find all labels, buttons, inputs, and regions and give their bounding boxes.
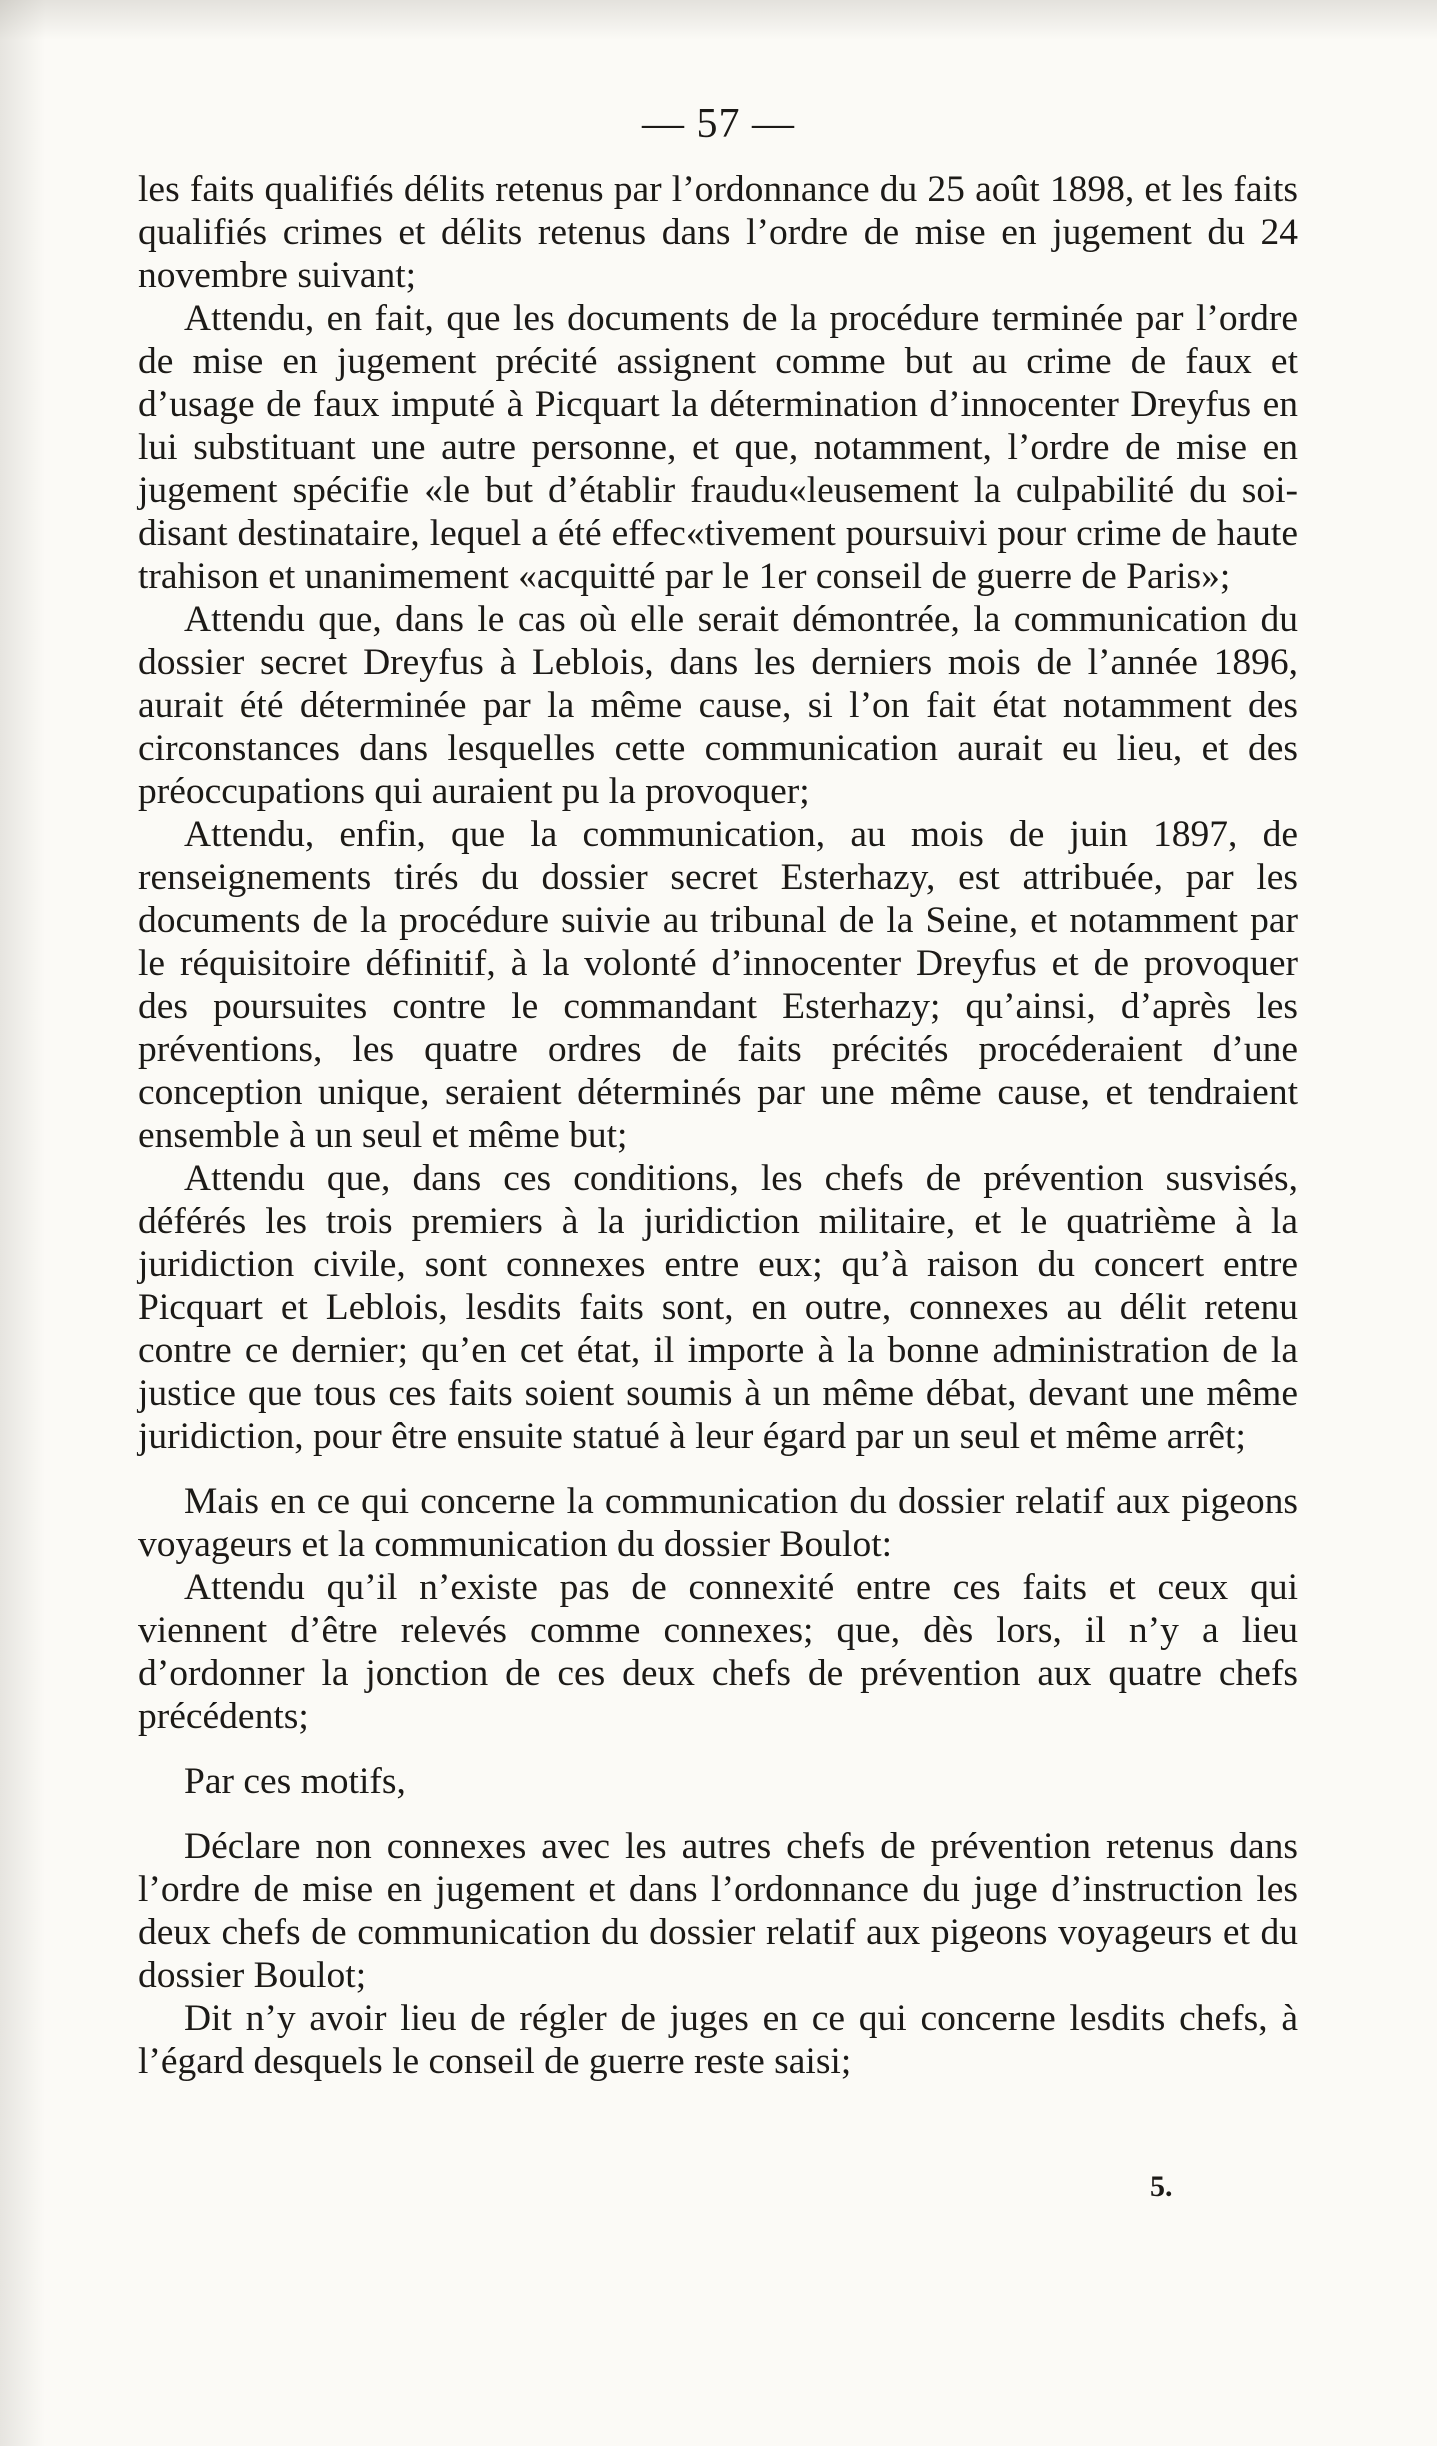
scan-shadow-left [0, 0, 45, 2446]
paragraph-2: Attendu, en fait, que les documents de la procédure terminée par l’ordre de mise en jugement précité assignent comme but au crime de faux et d’usage de faux imputé à Picquart la détermination d’innocenter Dreyfus en lui substituant une autre personne, et que, notamment, l’ordre de mise en jugement spécifie «le but d’établir fraudu«leusement la culpabilité du soi-disant destinataire, lequel a été effec«tivement poursuivi pour crime de haute trahison et unanimement «acquitté par le 1er conseil de guerre de Paris»; [138, 298, 1298, 597]
paragraph-3: Attendu que, dans le cas où elle serait démontrée, la communication du dossier secret Dreyfus à Leblois, dans les derniers mois de l’année 1896, aurait été déterminée par la même cause, si l’on fait état notamment des circonstances dans lesquelles cette communication aurait eu lieu, et des préoccupations qui auraient pu la provoquer; [138, 599, 1298, 812]
paragraph-9: Déclare non connexes avec les autres chefs de prévention retenus dans l’ordre de mise en jugement et dans l’ordonnance du juge d’instruction les deux chefs de communication du dossier relatif aux pigeons voyageurs et du dossier Boulot; [138, 1826, 1298, 1996]
paragraph-1: les faits qualifiés délits retenus par l’ordonnance du 25 août 1898, et les faits qualifiés crimes et délits retenus dans l’ordre de mise en jugement du 24 novembre suivant; [138, 169, 1298, 296]
paragraph-4: Attendu, enfin, que la communication, au mois de juin 1897, de renseignements tirés du dossier secret Esterhazy, est attribuée, par les documents de la procédure suivie au tribunal de la Seine, et notamment par le réquisitoire définitif, à la volonté d’innocenter Dreyfus et de provoquer des poursuites contre le commandant Esterhazy; qu’ainsi, d’après les préventions, les quatre ordres de faits précités procéderaient d’une conception unique, seraient déterminés par une même cause, et tendraient ensemble à un seul et même but; [138, 814, 1298, 1156]
paragraph-6: Mais en ce qui concerne la communication du dossier relatif aux pigeons voyageurs et la communication du dossier Boulot: [138, 1481, 1298, 1565]
body-text [138, 168, 1298, 2083]
page-number: — 57 — [642, 101, 795, 147]
paragraph-5: Attendu que, dans ces conditions, les chefs de prévention susvisés, déférés les trois premiers à la juridiction militaire, et le quatrième à la juridiction civile, sont connexes entre eux; qu’à raison du concert entre Picquart et Leblois, lesdits faits sont, en outre, connexes au délit retenu contre ce dernier; qu’en cet état, il importe à la bonne administration de la justice que tous ces faits soient soumis à un même débat, devant une même juridiction, pour être ensuite statué à leur égard par un seul et même arrêt; [138, 1158, 1298, 1457]
paragraph-8: Par ces motifs, [184, 1761, 406, 1802]
paragraph-7: Attendu qu’il n’existe pas de connexité entre ces faits et ceux qui viennent d’être relevés comme connexes; que, dès lors, il n’y a lieu d’ordonner la jonction de ces deux chefs de prévention aux quatre chefs précédents; [138, 1567, 1298, 1737]
paragraph-10: Dit n’y avoir lieu de régler de juges en ce qui concerne lesdits chefs, à l’égard desquels le conseil de guerre reste saisi; [138, 1998, 1298, 2082]
printer-signature-mark: 5. [1150, 2170, 1173, 2203]
scan-shadow-top [0, 0, 1437, 40]
